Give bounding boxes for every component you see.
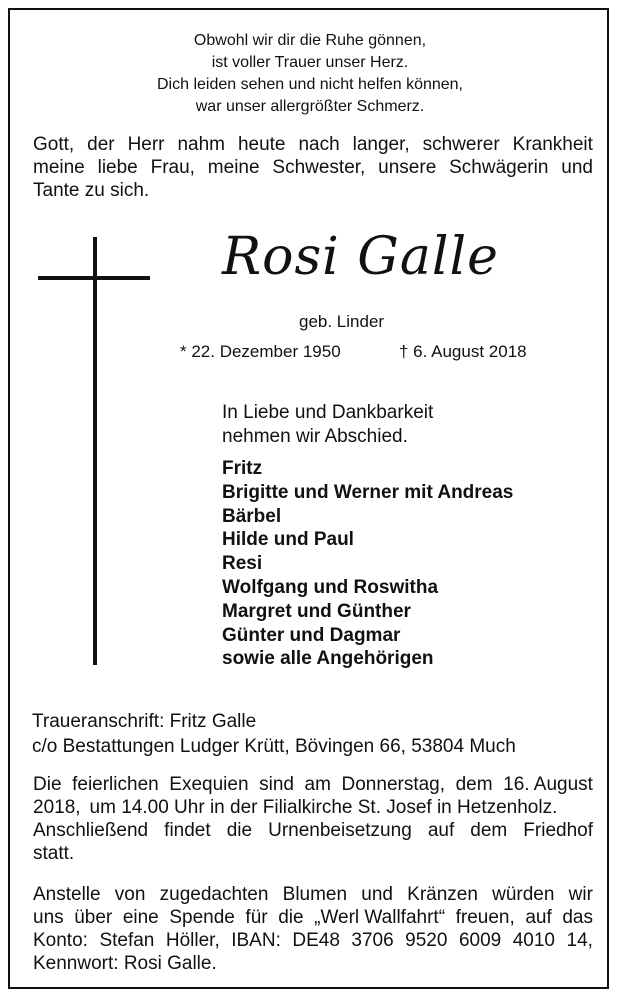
word: 6009 — [458, 930, 502, 951]
family-member: Brigitte und Werner mit Andreas — [222, 481, 514, 503]
word: für — [245, 907, 268, 928]
family-member: Margret und Günther — [222, 600, 411, 622]
word: Krankheit — [512, 134, 593, 155]
word: heute — [237, 134, 286, 155]
family-member: Günter und Dagmar — [222, 624, 401, 646]
poem-line: Obwohl wir dir die Ruhe gönnen, — [193, 32, 427, 49]
family-member: Hilde und Paul — [222, 529, 354, 551]
exequies-line — [33, 842, 593, 865]
word: 14, — [566, 930, 593, 951]
word: über — [74, 907, 113, 928]
farewell-text — [222, 401, 433, 449]
word: auf — [525, 907, 552, 928]
word: Kränzen — [407, 884, 478, 905]
word: meine — [207, 157, 260, 178]
donation-line — [33, 883, 593, 906]
word: Tante zu sich. — [33, 180, 150, 201]
intro-line — [33, 179, 593, 202]
exequies-line — [33, 773, 593, 796]
word: dem — [470, 820, 508, 841]
word: Friedhof — [523, 820, 593, 841]
word: am — [304, 774, 331, 795]
family-list — [222, 457, 513, 671]
donation-line — [33, 906, 593, 929]
exequies-line — [33, 796, 593, 819]
word: 4010 — [512, 930, 556, 951]
word: nahm — [177, 134, 225, 155]
word: findet — [164, 820, 211, 841]
word: 9520 — [405, 930, 448, 951]
word: 2018, — [33, 797, 81, 818]
word: Herr — [127, 134, 165, 155]
poem-line: Dich leiden sehen und nicht helfen können, — [157, 76, 463, 93]
word: nach — [298, 134, 340, 155]
donation-line — [33, 952, 593, 975]
exequies-line — [33, 819, 593, 842]
address-line: Traueranschrift: Fritz Galle — [32, 711, 257, 732]
word: Anstelle — [33, 884, 101, 905]
word: auf — [427, 820, 455, 841]
word: eine — [122, 907, 159, 928]
word: Blumen — [282, 884, 348, 905]
word: liebe — [97, 157, 138, 178]
word: Schwägerin — [449, 157, 549, 178]
farewell-line: nehmen wir Abschied. — [222, 426, 408, 447]
word: sind — [259, 774, 294, 795]
intro-text — [33, 133, 593, 202]
word: und — [561, 157, 593, 178]
word: Höller, — [165, 930, 220, 951]
word: freuen, — [455, 907, 515, 928]
word: Die — [33, 774, 62, 795]
word: IBAN: — [231, 930, 281, 951]
family-member: Wolfgang und Roswitha — [222, 576, 439, 598]
word: schwerer — [422, 134, 500, 155]
word: statt. — [33, 843, 75, 864]
cross-icon-horizontal — [38, 276, 150, 280]
word: und — [361, 884, 393, 905]
word: Spende — [169, 907, 235, 928]
word: Anschließend — [33, 820, 149, 841]
donation-paragraph — [33, 883, 593, 975]
poem-line: ist voller Trauer unser Herz. — [211, 54, 409, 71]
word: Donnerstag, — [341, 774, 446, 795]
word: meine — [33, 157, 85, 178]
birth-name: geb. Linder — [299, 312, 385, 331]
family-member: sowie alle Angehörigen — [222, 648, 434, 670]
word: feierlichen — [72, 774, 159, 795]
death-date: † 6. August 2018 — [399, 342, 527, 361]
word: das — [562, 907, 593, 928]
word: zugedachten — [159, 884, 269, 905]
intro-line — [33, 156, 593, 179]
word: von — [114, 884, 146, 905]
word: die — [278, 907, 304, 928]
word: unsere — [378, 157, 437, 178]
word: wir — [568, 884, 593, 905]
word: 16. August — [503, 774, 593, 795]
word: dem — [455, 774, 493, 795]
word: Schwester, — [272, 157, 366, 178]
word: um 14.00 Uhr in der Filialkirche St. Josef in Hetzenholz. — [89, 797, 558, 818]
farewell-line: In Liebe und Dankbarkeit — [222, 402, 434, 423]
word: langer, — [352, 134, 410, 155]
mourning-address — [32, 709, 516, 759]
word: Exequien — [169, 774, 249, 795]
intro-line — [33, 133, 593, 156]
poem-line: war unser allergrößter Schmerz. — [195, 98, 425, 115]
word: der — [87, 134, 115, 155]
word: Frau, — [150, 157, 195, 178]
family-member: Bärbel — [222, 505, 282, 527]
exequies-paragraph — [33, 773, 593, 865]
cross-icon-vertical — [93, 237, 97, 665]
deceased-name: Rosi Galle — [222, 227, 499, 287]
word: würden — [492, 884, 555, 905]
word: DE48 — [292, 930, 340, 951]
word: Gott, — [33, 134, 75, 155]
donation-line — [33, 929, 593, 952]
word: 3706 — [351, 930, 394, 951]
word: Konto: — [33, 930, 88, 951]
word: Urnenbeisetzung — [268, 820, 412, 841]
family-member: Fritz — [222, 458, 263, 479]
word: Stefan — [99, 930, 155, 951]
birth-date: * 22. Dezember 1950 — [180, 342, 341, 361]
word: Kennwort: Rosi Galle. — [33, 953, 217, 974]
word: die — [226, 820, 253, 841]
address-line: c/o Bestattungen Ludger Krütt, Bövingen 66, 53804 Much — [32, 736, 516, 757]
word: „Werl Wallfahrt“ — [314, 907, 446, 928]
word: uns — [33, 907, 64, 928]
family-member: Resi — [222, 553, 263, 575]
poem — [0, 30, 620, 118]
